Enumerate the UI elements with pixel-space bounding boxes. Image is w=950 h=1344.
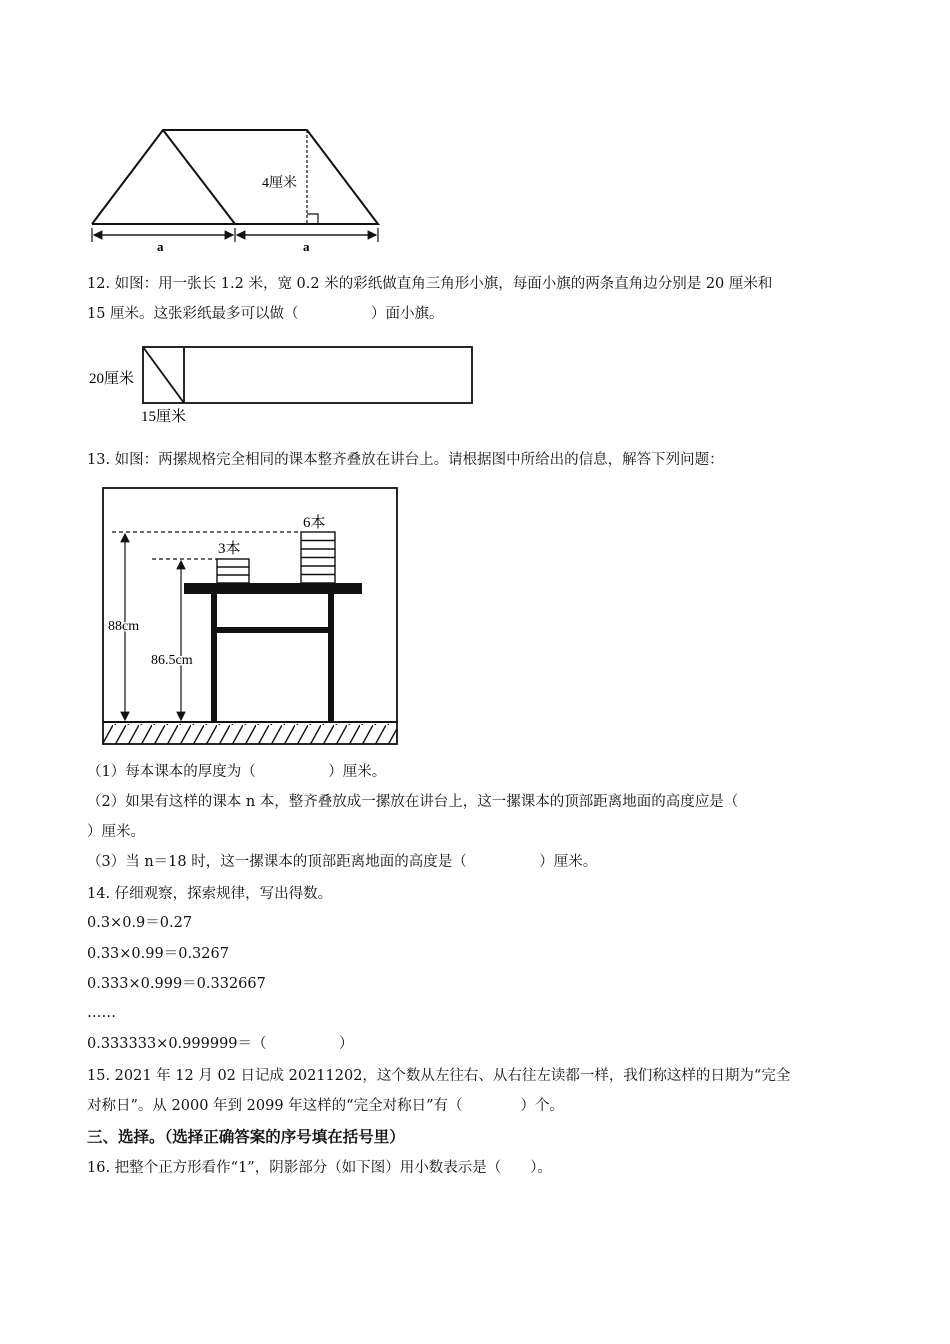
height-label: 4厘米 xyxy=(262,176,297,191)
paper-strip-figure xyxy=(85,340,480,428)
q16-text: 16. 把整个正方形看作“1”，阴影部分（如下图）用小数表示是（ ）。 xyxy=(87,1160,552,1176)
q14-row-5: 0.333333×0.999999＝（ ） xyxy=(87,1036,354,1052)
q14-row-3: 0.333×0.999＝0.332667 xyxy=(87,976,266,992)
q15-line2: 对称日”。从 2000 年到 2099 年这样的“完全对称日”有（ ）个。 xyxy=(87,1098,564,1114)
q13-intro: 13. 如图：两摞规格完全相同的课本整齐叠放在讲台上。请根据图中所给出的信息，解答下列问题： xyxy=(87,452,724,468)
q14-row-4: …… xyxy=(87,1005,116,1021)
height-88-label: 88cm xyxy=(108,619,140,634)
q13-sub1: （1）每本课本的厚度为（ ）厘米。 xyxy=(87,764,387,780)
q12-line1: 12. 如图：用一张长 1.2 米，宽 0.2 米的彩纸做直角三角形小旗，每面小旗的两条直角边分别是 20 厘米和 xyxy=(87,276,773,292)
q15-line1: 15. 2021 年 12 月 02 日记成 20211202，这个数从左往右、从右往左读都一样，我们称这样的日期为“完全 xyxy=(87,1068,791,1084)
q13-sub2-line1: （2）如果有这样的课本 n 本，整齐叠放成一摞放在讲台上，这一摞课本的顶部距离地面的高度应是（ xyxy=(87,794,739,810)
base-label-right: a xyxy=(303,239,310,254)
stack-label-6: 6本 xyxy=(303,515,326,531)
strip-height-label: 20厘米 xyxy=(89,371,135,387)
q13-sub3: （3）当 n＝18 时，这一摞课本的顶部距离地面的高度是（ ）厘米。 xyxy=(87,854,598,870)
q14-row-2: 0.33×0.99＝0.3267 xyxy=(87,946,229,962)
base-label-left: a xyxy=(157,239,164,254)
q13-sub2-line2: ）厘米。 xyxy=(87,824,145,840)
q12-line2: 15 厘米。这张彩纸最多可以做（ ）面小旗。 xyxy=(87,306,444,322)
trapezoid-figure xyxy=(85,120,390,255)
podium-figure xyxy=(100,485,400,747)
strip-width-label: 15厘米 xyxy=(141,409,187,425)
section3-title: 三、选择。（选择正确答案的序号填在括号里） xyxy=(87,1127,405,1146)
q14-intro: 14. 仔细观察，探索规律，写出得数。 xyxy=(87,886,333,902)
stack-label-3: 3本 xyxy=(218,541,241,557)
height-865-label: 86.5cm xyxy=(151,653,193,668)
q14-row-1: 0.3×0.9＝0.27 xyxy=(87,915,193,931)
